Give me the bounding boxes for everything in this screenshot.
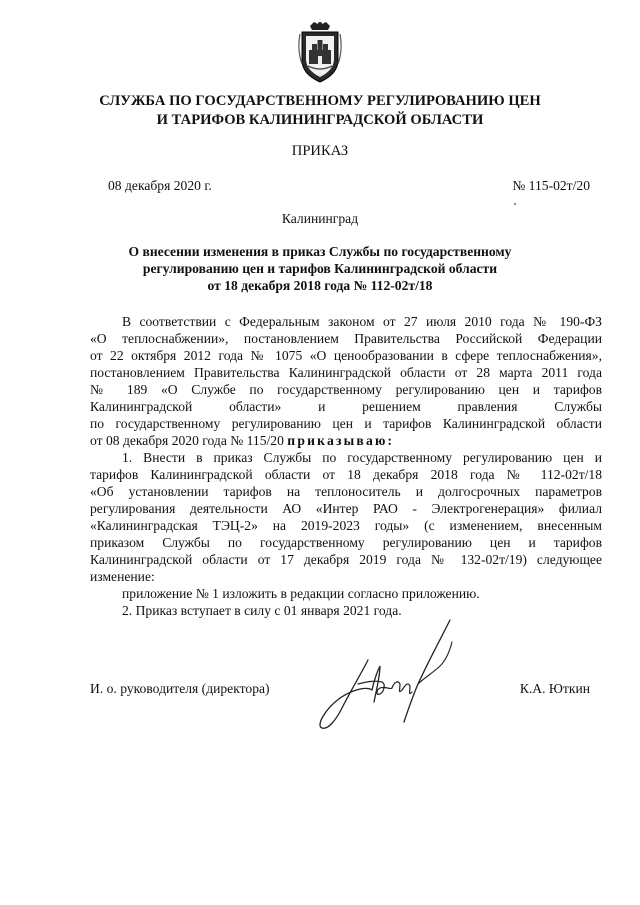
body-line: постановлением Правительства Калининградской области от 28 марта 2011 года	[90, 365, 602, 380]
body-line: приказом Службы по государственному регулированию цен и тарифов	[90, 535, 602, 550]
subject-line2: регулированию цен и тарифов Калининградской области	[142, 261, 498, 276]
document-type: ПРИКАЗ	[291, 143, 349, 159]
subject-line1: О внесении изменения в приказ Службы по государственному	[128, 244, 512, 259]
document-subject	[0, 243, 640, 294]
scan-dot	[514, 203, 516, 205]
body-line: Калининградской области от 17 декабря 2019 года № 132-02т/19) следующее	[90, 552, 602, 567]
handwritten-signature	[300, 610, 460, 745]
body-line-text: от 08 декабря 2020 года № 115/20	[90, 433, 288, 448]
body-line: изменение:	[90, 569, 155, 584]
document-body	[90, 313, 602, 619]
body-line: «О теплоснабжении», постановлением Правительства Российской Федерации	[90, 331, 602, 346]
body-line: № 189 «О Службе по государственному регулированию цен и тарифов	[90, 382, 602, 397]
body-line: 2. Приказ вступает в силу с 01 января 2021 года.	[122, 603, 402, 618]
document-date: 08 декабря 2020 г.	[108, 178, 212, 193]
agency-name-line2: И ТАРИФОВ КАЛИНИНГРАДСКОЙ ОБЛАСТИ	[156, 112, 484, 128]
body-line: приложение № 1 изложить в редакции согласно приложению.	[122, 586, 480, 601]
body-line	[90, 432, 602, 449]
signer-position: И. о. руководителя (директора)	[90, 681, 270, 696]
body-line: по государственному регулированию цен и тарифов Калининградской области	[90, 416, 602, 431]
body-line: 1. Внести в приказ Службы по государственному регулированию цен и	[122, 450, 602, 465]
body-line: В соответствии с Федеральным законом от 27 июля 2010 года № 190-ФЗ	[122, 314, 602, 329]
body-line: «Об установлении тарифов на теплоноситель и долгосрочных параметров	[90, 484, 602, 499]
body-line: регулирования деятельности АО «Интер РАО - Электрогенерация» филиал	[90, 501, 602, 516]
subject-line3: от 18 декабря 2018 года № 112-02т/18	[207, 278, 433, 293]
body-line: от 22 октября 2012 года № 1075 «О ценообразовании в сфере теплоснабжения»,	[90, 348, 602, 363]
document-city: Калининград	[281, 211, 359, 226]
signer-name: К.А. Юткин	[519, 681, 590, 696]
body-line: «Калининградская ТЭЦ-2» на 2019-2023 годы» (с изменением, внесенным	[90, 518, 602, 533]
decree-word: приказываю:	[287, 433, 395, 448]
coat-of-arms-emblem	[296, 20, 344, 84]
agency-name	[0, 92, 640, 130]
agency-name-line1: СЛУЖБА ПО ГОСУДАРСТВЕННОМУ РЕГУЛИРОВАНИЮ ЦЕН	[99, 93, 541, 109]
document-number: № 115-02т/20	[512, 178, 590, 193]
body-line: Калининградской области» и решением правления Службы	[90, 399, 602, 414]
body-line: тарифов Калининградской области от 18 декабря 2018 года № 112-02т/18	[90, 467, 602, 482]
